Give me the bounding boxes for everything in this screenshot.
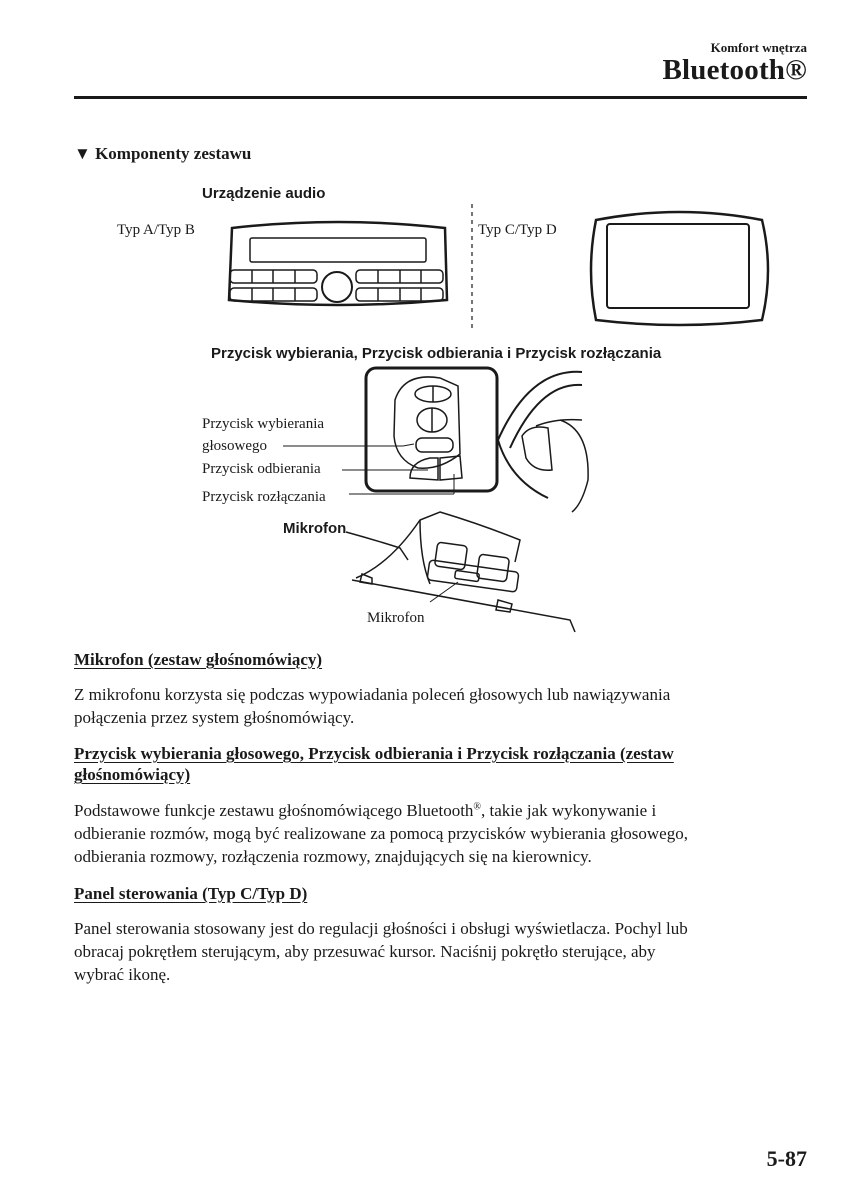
body-line xyxy=(74,799,794,822)
type-ab-label: Typ A/Typ B xyxy=(117,222,195,238)
section-body-microphone xyxy=(74,683,794,729)
heading-line: głośnomówiący) xyxy=(74,765,191,784)
microphone-label: Mikrofon xyxy=(367,610,425,626)
hangup-button-label: Przycisk rozłączania xyxy=(202,489,326,505)
section-heading-microphone: Mikrofon (zestaw głośnomówiący) xyxy=(74,650,323,669)
section-heading-control-panel: Panel sterowania (Typ C/Typ D) xyxy=(74,884,308,903)
microphone-diagram-title: Mikrofon xyxy=(283,520,347,537)
body-line: połączenia przez system głośnomówiący. xyxy=(74,708,355,727)
body-line: odbieranie rozmów, mogą być realizowane za pomocą przycisków wybierania głosowego, xyxy=(74,824,688,843)
page-title: Bluetooth® xyxy=(662,54,807,86)
chapter-title: Komfort wnętrza xyxy=(710,40,807,55)
body-text: Podstawowe funkcje zestawu głośnomówiącego Bluetooth xyxy=(74,801,474,820)
section-body-buttons xyxy=(74,799,794,868)
steering-wheel-buttons-illustration xyxy=(283,368,588,512)
voice-button-label-line1: Przycisk wybierania xyxy=(202,416,325,432)
body-line: wybrać ikonę. xyxy=(74,965,171,984)
heading-line: Przycisk wybierania głosowego, Przycisk odbierania i Przycisk rozłączania (zestaw xyxy=(74,744,674,763)
body-line: obracaj pokrętłem sterującym, aby przesuwać kursor. Naciśnij pokrętło sterujące, aby xyxy=(74,942,656,961)
section-heading-buttons xyxy=(74,743,780,785)
pickup-button-label: Przycisk odbierania xyxy=(202,461,321,477)
registered-mark: ® xyxy=(473,801,482,813)
triangle-marker-icon: ▼ xyxy=(74,144,91,163)
audio-unit-title: Urządzenie audio xyxy=(202,185,326,202)
buttons-diagram-title: Przycisk wybierania, Przycisk odbierania i Przycisk rozłączania xyxy=(211,345,662,362)
body-line: Z mikrofonu korzysta się podczas wypowiadania poleceń głosowych lub nawiązywania xyxy=(74,685,671,704)
type-cd-label: Typ C/Typ D xyxy=(478,222,557,238)
display-type-cd-illustration xyxy=(591,212,768,325)
components-heading-text: Komponenty zestawu xyxy=(95,144,252,163)
section-body-control-panel xyxy=(74,917,794,986)
audio-unit-type-ab-illustration xyxy=(229,222,447,305)
body-line: odbierania rozmowy, rozłączenia rozmowy, znajdujących się na kierownicy. xyxy=(74,847,592,866)
body-text: , takie jak wykonywanie i xyxy=(481,801,657,820)
page-number: 5-87 xyxy=(766,1146,807,1171)
body-line: Panel sterowania stosowany jest do regulacji głośności i obsługi wyświetlacza. Pochyl lub xyxy=(74,919,688,938)
voice-button-label-line2: głosowego xyxy=(202,438,267,454)
